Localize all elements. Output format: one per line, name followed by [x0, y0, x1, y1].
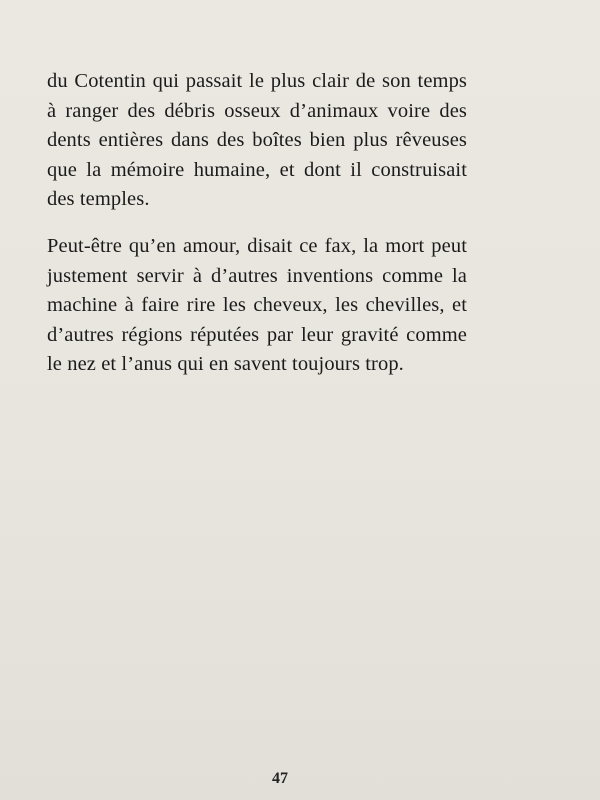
- paragraph-1: [47, 67, 467, 215]
- text-line: machine à faire rire les cheveux, les chevilles, et: [47, 294, 467, 316]
- text-line: Peut-être qu’en amour, disait ce fax, la mort peut: [47, 235, 467, 257]
- text-line: justement servir à d’autres inventions comme la: [47, 264, 467, 287]
- text-line: le nez et l’anus qui en savent toujours trop.: [47, 353, 404, 375]
- text-line: que la mémoire humaine, et dont il construisait: [47, 158, 467, 181]
- page-number: 47: [272, 770, 288, 787]
- paragraph-2: [47, 232, 467, 380]
- text-line: dents entières dans des boîtes bien plus rêveuses: [47, 129, 467, 151]
- text-line: des temples.: [47, 188, 150, 210]
- text-line: à ranger des débris osseux d’animaux voire des: [47, 99, 467, 122]
- text-line: d’autres régions réputées par leur gravité comme: [47, 323, 467, 346]
- text-line: du Cotentin qui passait le plus clair de son temps: [47, 70, 467, 92]
